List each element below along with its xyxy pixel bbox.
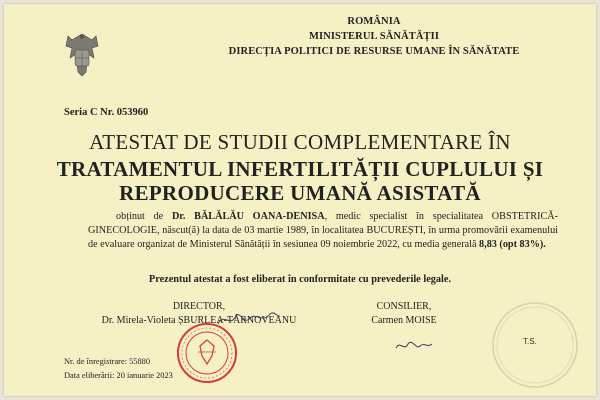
director-name: Dr. Mirela-Violeta ȘBURLEA-TÂRNOVEANU: [101, 315, 297, 326]
certificate-title-line2: TRATAMENTUL INFERTILITĂȚII CUPLULUI ȘI: [56, 157, 544, 181]
consilier-block: [354, 300, 454, 328]
certificate: [4, 4, 596, 396]
director-role: DIRECTOR,: [172, 301, 226, 312]
conformity-statement: Prezentul atestat a fost eliberat în conformitate cu prevederile legale.: [148, 274, 452, 285]
final-grade: 8,83 (opt 83%).: [479, 239, 546, 250]
series-number: Seria C Nr. 053960: [64, 107, 149, 118]
body-intro: obținut de: [116, 211, 164, 222]
coat-of-arms-icon: [64, 32, 100, 78]
consilier-signature: [394, 334, 434, 356]
certificate-title-line1: ATESTAT DE STUDII COMPLEMENTARE ÎN: [89, 130, 511, 154]
ministry-name: MINISTERUL SĂNĂTĂȚII: [308, 31, 440, 42]
country-name: ROMÂNIA: [347, 16, 401, 27]
holder-name: Dr. BĂLĂLĂU OANA-DENISA: [171, 211, 325, 222]
issue-date: Data eliberării: 20 ianuarie 2023: [64, 371, 173, 380]
ministry-stamp: [176, 322, 238, 384]
body-text: , medic specialist în specialitatea OBSTETRICĂ-GINECOLOGIE, născut(ă) la data de 03 martie 1989, în localitatea BUCUREȘTI, în urma promovării examenului de evaluare organizat de Ministerul Sănătății în sesiunea 09 noiembrie 2022, cu media generală: [88, 211, 559, 250]
consilier-role: CONSILIER,: [376, 301, 432, 312]
registration-number: Nr. de înregistrare: 55880: [64, 357, 151, 366]
directorate-name: DIRECȚIA POLITICI DE RESURSE UMANE ÎN SĂNĂTATE: [228, 46, 520, 57]
issuer-header: [184, 14, 564, 59]
seal-label: T.S.: [523, 337, 537, 346]
certificate-title-main: [4, 157, 596, 205]
consilier-name: Carmen MOISE: [371, 315, 437, 326]
certificate-title-line3: REPRODUCERE UMANĂ ASISTATĂ: [119, 181, 481, 205]
registration-info: [64, 355, 173, 383]
certificate-body: [88, 210, 558, 252]
